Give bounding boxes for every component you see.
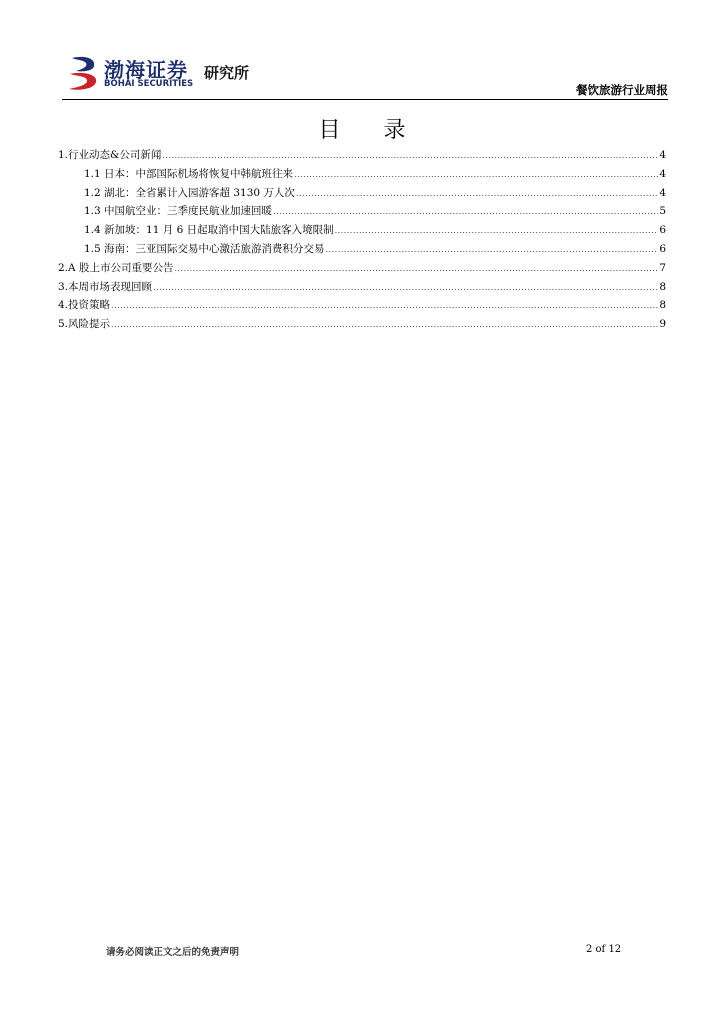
toc-entry[interactable] bbox=[58, 185, 666, 204]
toc-entry-label: 1.1 日本：中部国际机场将恢复中韩航班往来 bbox=[84, 167, 294, 180]
page-header bbox=[62, 48, 668, 100]
toc-entry[interactable] bbox=[58, 166, 666, 185]
footer-disclaimer: 请务必阅读正文之后的免责声明 bbox=[106, 947, 240, 958]
toc-entry[interactable] bbox=[58, 203, 666, 222]
toc-leader-dots bbox=[111, 320, 658, 329]
toc-entry-label: 2.A 股上市公司重要公告 bbox=[58, 261, 174, 274]
toc-entry[interactable] bbox=[58, 260, 666, 279]
toc-entry-page: 7 bbox=[659, 261, 666, 274]
toc-entry[interactable] bbox=[58, 241, 666, 260]
toc-entry[interactable] bbox=[58, 222, 666, 241]
toc-entry-label: 1.3 中国航空业：三季度民航业加速回暖 bbox=[84, 205, 273, 218]
toc-entry[interactable] bbox=[58, 147, 666, 166]
toc-entry-page: 6 bbox=[659, 242, 666, 255]
toc-leader-dots bbox=[162, 151, 658, 160]
toc-leader-dots bbox=[326, 245, 659, 254]
toc-entry-page: 5 bbox=[659, 205, 666, 218]
bohai-logo bbox=[66, 54, 250, 92]
toc-leader-dots bbox=[296, 189, 658, 198]
logo-chinese-text: 渤海证券 bbox=[104, 58, 188, 82]
toc-leader-dots bbox=[111, 301, 658, 310]
logo-english-text: BOHAI SECURITIES bbox=[104, 79, 194, 89]
toc-entry-page: 6 bbox=[659, 224, 666, 237]
toc-entry-page: 9 bbox=[659, 318, 666, 331]
toc-entry-page: 4 bbox=[659, 186, 666, 199]
toc-leader-dots bbox=[153, 283, 658, 292]
toc-entry[interactable] bbox=[58, 316, 666, 335]
institute-label: 研究所 bbox=[204, 64, 250, 82]
toc-entry-label: 5.风险提示 bbox=[58, 318, 111, 331]
header-divider bbox=[62, 99, 668, 100]
toc-entry-label: 1.2 湖北：全省累计入园游客超 3130 万人次 bbox=[84, 186, 295, 199]
toc-leader-dots bbox=[294, 170, 658, 179]
toc-entry[interactable] bbox=[58, 297, 666, 316]
toc-entry-page: 4 bbox=[659, 167, 666, 180]
toc-entry-page: 4 bbox=[659, 149, 666, 161]
toc-entry-label: 1.5 海南：三亚国际交易中心激活旅游消费积分交易 bbox=[84, 242, 325, 255]
toc-entry-label: 4.投资策略 bbox=[58, 299, 111, 312]
toc-leader-dots bbox=[335, 226, 659, 235]
toc-title: 目 录 bbox=[318, 118, 424, 143]
toc-entry-label: 1.行业动态&公司新闻 bbox=[58, 149, 162, 161]
toc-entry-label: 1.4 新加坡：11 月 6 日起取消中国大陆旅客入境限制 bbox=[84, 224, 334, 237]
toc-leader-dots bbox=[174, 264, 658, 273]
footer-page-number: 2 of 12 bbox=[586, 944, 622, 955]
report-type: 餐饮旅游行业周报 bbox=[576, 83, 668, 97]
toc-entry-page: 8 bbox=[659, 280, 666, 293]
toc-entry[interactable] bbox=[58, 279, 666, 298]
toc-entry-label: 3.本周市场表现回顾 bbox=[58, 280, 153, 293]
toc-leader-dots bbox=[273, 207, 658, 216]
toc-entry-page: 8 bbox=[659, 299, 666, 312]
table-of-contents bbox=[58, 147, 666, 335]
bohai-logo-mark-icon bbox=[66, 54, 100, 92]
